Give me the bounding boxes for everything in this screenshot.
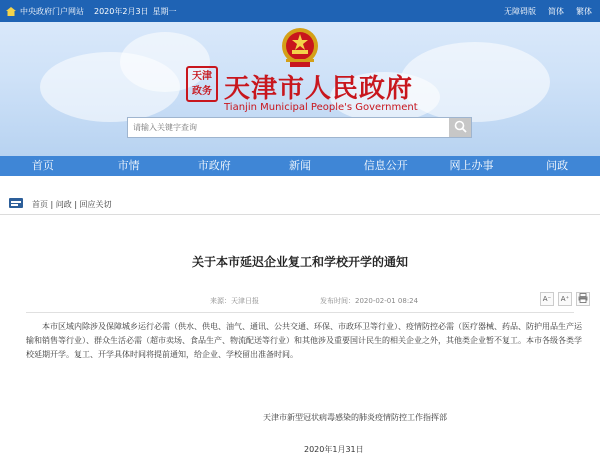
nav-city-info[interactable]: 市情 — [117, 159, 140, 172]
site-subtitle: Tianjin Municipal People's Government — [224, 102, 418, 113]
article-title: 关于本市延迟企业复工和学校开学的通知 — [191, 255, 408, 269]
font-decrease-button[interactable]: A⁻ — [540, 292, 554, 306]
print-icon — [578, 297, 588, 305]
header-banner — [0, 22, 600, 156]
topbar-links — [504, 6, 592, 17]
location-icon — [8, 196, 24, 212]
article-body: 本市区域内除涉及保障城乡运行必需（供水、供电、油气、通讯、公共交通、环保、市政环卫等行业）、疫情防控必需（医疗器械、药品、防护用品生产运输和销售等行业）、群众生活必需（超市卖场、食品生产、物流配送等行业）和其他涉及重要国计民生的相关企业之外，其他类企业暂不复工。本市各级各类学校延期开学。复工、开学具体时间将提前通知，给企业、学校留出准备时间。 — [26, 322, 582, 359]
national-emblem-icon — [280, 26, 320, 70]
divider — [0, 214, 600, 215]
nav-online-services[interactable]: 网上办事 — [449, 159, 494, 172]
nav-info-disclosure[interactable]: 信息公开 — [363, 159, 408, 172]
nav-government[interactable]: 市政府 — [197, 159, 231, 172]
traditional-link[interactable]: 繁体 — [576, 7, 592, 16]
search-input[interactable] — [128, 118, 450, 137]
search-icon — [454, 118, 467, 137]
accessibility-link[interactable]: 无障碍版 — [504, 7, 536, 16]
site-title[interactable]: 天津市人民政府 — [224, 74, 414, 104]
portal-info — [6, 6, 177, 17]
article-tools — [540, 292, 590, 306]
article-source: 来源：天津日报 — [210, 297, 259, 305]
simplified-link[interactable]: 简体 — [548, 7, 564, 16]
current-date: 2020年2月3日 — [94, 7, 149, 16]
home-icon — [6, 7, 16, 16]
print-button[interactable] — [576, 292, 590, 306]
nav-news[interactable]: 新闻 — [289, 159, 312, 172]
tianjin-seal-logo: 天津 政务 — [186, 66, 218, 102]
top-utility-bar — [0, 0, 600, 22]
nav-inquiry[interactable]: 问政 — [546, 159, 569, 172]
nav-home[interactable]: 首页 — [31, 159, 54, 172]
portal-link[interactable]: 中央政府门户网站 — [20, 7, 84, 16]
breadcrumb-path[interactable]: 首页 | 问政 | 回应关切 — [32, 199, 112, 209]
article-signature: 天津市新型冠状病毒感染的肺炎疫情防控工作指挥部 — [263, 413, 447, 422]
search-box — [127, 117, 472, 138]
font-increase-button[interactable]: A⁺ — [558, 292, 572, 306]
article-date: 2020年1月31日 — [304, 445, 364, 454]
divider — [26, 312, 574, 313]
main-nav — [0, 156, 600, 176]
search-button[interactable] — [449, 118, 471, 137]
breadcrumb — [8, 196, 112, 212]
article-publish-time: 发布时间：2020-02-01 08:24 — [320, 297, 419, 305]
current-weekday: 星期一 — [152, 7, 177, 16]
